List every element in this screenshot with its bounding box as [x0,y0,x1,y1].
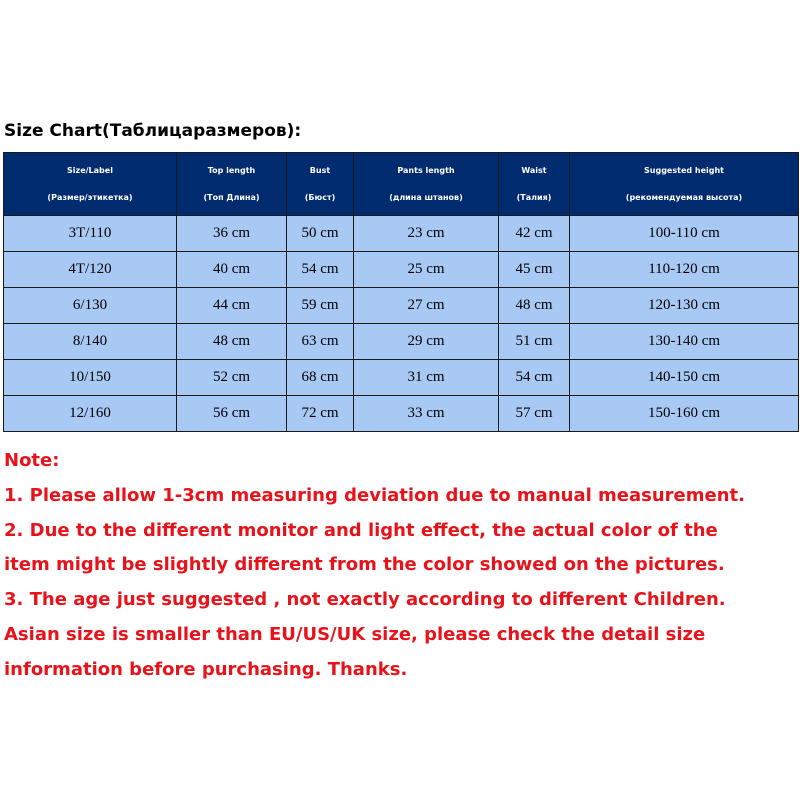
cell-pants-length: 29 cm [354,324,499,360]
cell-height: 120-130 cm [570,288,799,324]
cell-bust: 54 cm [287,252,354,288]
cell-pants-length: 25 cm [354,252,499,288]
cell-bust: 50 cm [287,216,354,252]
note-line: 1. Please allow 1-3cm measuring deviation due to manual measurement. [4,484,745,506]
note-line: 2. Due to the different monitor and light effect, the actual color of the [4,519,718,541]
size-chart-table [3,152,799,432]
table-row [4,216,799,252]
cell-waist: 51 cm [499,324,570,360]
cell-top-length: 44 cm [177,288,287,324]
cell-top-length: 56 cm [177,396,287,432]
notes-section [4,444,745,688]
cell-pants-length: 33 cm [354,396,499,432]
cell-waist: 42 cm [499,216,570,252]
note-line: 3. The age just suggested , not exactly according to different Children. [4,589,726,611]
cell-bust: 63 cm [287,324,354,360]
cell-pants-length: 31 cm [354,360,499,396]
cell-size: 10/150 [4,360,177,396]
table-row [4,396,799,432]
cell-top-length: 52 cm [177,360,287,396]
cell-size: 6/130 [4,288,177,324]
cell-bust: 72 cm [287,396,354,432]
table-row [4,288,799,324]
cell-size: 8/140 [4,324,177,360]
cell-size: 4T/120 [4,252,177,288]
cell-bust: 59 cm [287,288,354,324]
cell-waist: 54 cm [499,360,570,396]
table-row [4,324,799,360]
table-header-row [4,153,799,216]
cell-waist: 48 cm [499,288,570,324]
cell-waist: 57 cm [499,396,570,432]
header-size-label: Size/Label (Размер/этикетка) [4,153,177,216]
cell-height: 110-120 cm [570,252,799,288]
cell-size: 12/160 [4,396,177,432]
header-waist: Waist (Талия) [499,153,570,216]
header-pants-length: Pants length (длина штанов) [354,153,499,216]
header-suggested-height: Suggested height (рекомендуемая высота) [570,153,799,216]
table-row [4,360,799,396]
note-line: Asian size is smaller than EU/US/UK size, please check the detail size [4,623,706,645]
cell-height: 150-160 cm [570,396,799,432]
cell-top-length: 48 cm [177,324,287,360]
note-line: information before purchasing. Thanks. [4,658,408,680]
cell-pants-length: 23 cm [354,216,499,252]
cell-height: 130-140 cm [570,324,799,360]
cell-height: 100-110 cm [570,216,799,252]
cell-bust: 68 cm [287,360,354,396]
header-top-length: Top length (Топ Длина) [177,153,287,216]
header-bust: Bust (Бюст) [287,153,354,216]
cell-height: 140-150 cm [570,360,799,396]
cell-pants-length: 27 cm [354,288,499,324]
note-heading: Note: [4,450,60,471]
size-chart-title: Size Chart(Таблицаразмеров): [4,121,302,141]
cell-top-length: 36 cm [177,216,287,252]
table-row [4,252,799,288]
cell-waist: 45 cm [499,252,570,288]
cell-size: 3T/110 [4,216,177,252]
cell-top-length: 40 cm [177,252,287,288]
note-line: item might be slightly different from the color showed on the pictures. [4,554,725,576]
